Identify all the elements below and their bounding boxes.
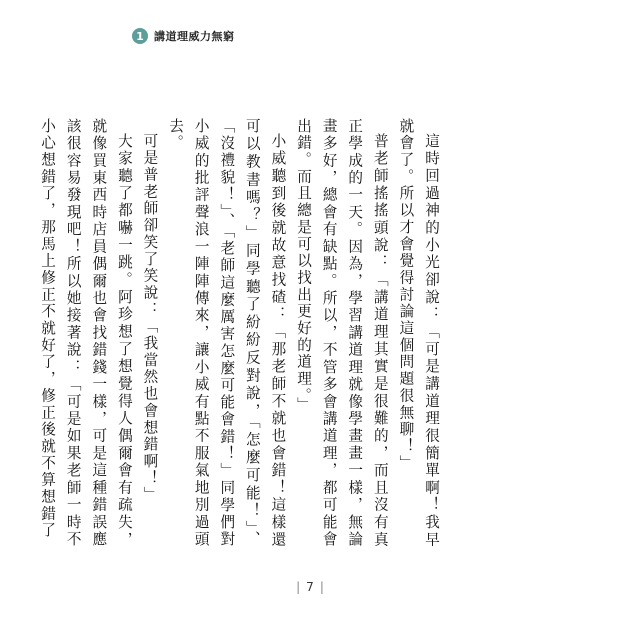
- page-number-divider-left: |: [296, 580, 301, 594]
- chapter-title: 講道理威力無窮: [154, 30, 235, 43]
- paragraph: 大家聽了都嚇一跳。阿珍想了想覺得人偶爾會有疏失，就像買東西時店員偶爾也會找錯錢一樣，可是這種錯誤應該很容易發現吧！所以她接著說：「可是如果老師一時不小心想錯了，那馬上修正不就好了，修正後就不算想錯了: [39, 118, 133, 548]
- body-text: [39, 118, 444, 548]
- paragraph: 普老師搖搖頭說：「講道理其實是很難的，而且沒有真正學成的一天。因為，學習講道理就像學畫畫一樣，無論畫多好，總會有缺點。所以，不管多會講道理，都可能會出錯。而且總是可以找出更好的道理。」: [295, 118, 389, 548]
- paragraph: 這時回過神的小光卻說：「可是講道理很簡單啊！我早就會了。所以才會覺得討論這個問題很無聊！」: [397, 118, 440, 548]
- chapter-number-badge: 1: [132, 28, 148, 44]
- page-number: [0, 580, 620, 594]
- paragraph: 可是普老師卻笑了笑說：「我當然也會想錯啊！」: [141, 132, 159, 504]
- paragraph: 小威聽到後就故意找碴：「那老師不就也會錯！這樣還可以教書嗎？」同學聽了紛紛反對說，「怎麼可能！」、「沒禮貌！」、「老師這麼厲害怎麼可能會錯！」同學們對小威的批評聲浪一陣陣傳來，讓小威有點不服氣地別過頭去。: [167, 118, 287, 548]
- page-number-value: 7: [306, 580, 314, 594]
- page-number-divider-right: |: [319, 580, 324, 594]
- chapter-header: [132, 28, 235, 44]
